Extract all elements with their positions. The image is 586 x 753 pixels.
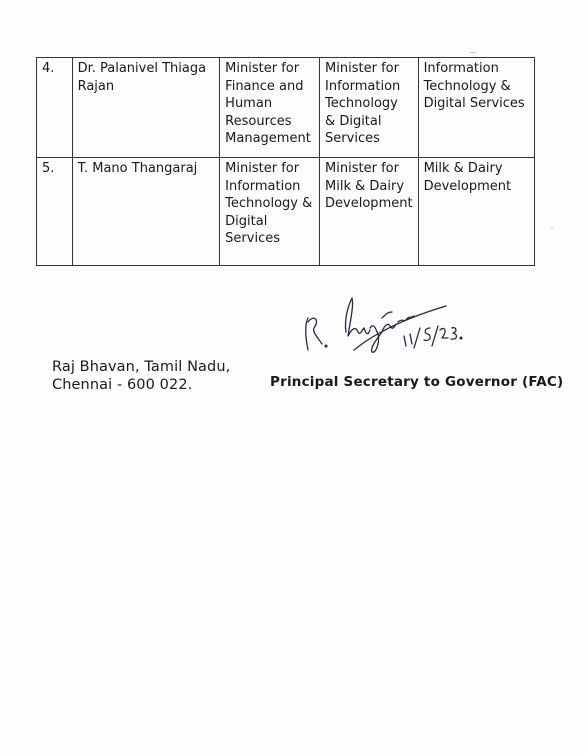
cell-line: Minister for [325,61,399,76]
cell-line: Minister for [225,61,300,76]
table-body [37,58,535,266]
cell-line: Development [325,196,413,211]
cell-line: Dr. Palanivel Thiaga [77,61,207,76]
cell-name [72,58,220,158]
ministers-table [36,57,535,266]
scan-speck [551,228,553,229]
handwritten-signature [296,292,466,366]
cell-line: Rajan [77,78,115,94]
cell-line: Finance and [225,78,304,94]
cell-department [418,158,534,266]
cell-line: Human [225,96,273,111]
cell-line: Services [225,231,280,246]
cell-line: Development [423,178,512,194]
cell-line: 5. [42,161,55,176]
cell-line: Milk & Dairy [423,161,503,176]
cell-line: Digital [225,213,268,229]
cell-line: T. Mano Thangaraj [77,161,198,176]
table-row [37,158,535,266]
cell-old-portfolio [220,58,320,158]
cell-name [72,158,220,266]
address-line-2: Chennai - 600 022. [52,377,193,393]
cell-old-portfolio [220,158,320,266]
cell-line: 4. [42,61,55,76]
cell-line: Digital Services [423,96,525,111]
cell-line: Management [225,131,311,146]
cell-line: Technology & [225,196,313,211]
cell-line: Technology [325,96,398,111]
cell-line: Information [423,61,499,76]
cell-line: Resources [225,113,292,129]
cell-line: Technology & [423,78,511,94]
cell-new-portfolio [320,58,419,158]
cell-number [37,58,73,158]
signatory-title: Principal Secretary to Governor (FAC) [270,374,564,390]
cell-line: Information [325,78,401,94]
cell-line: & Digital [325,113,382,129]
cell-line: Services [325,131,380,146]
cell-new-portfolio [320,158,419,266]
cell-line: Minister for [325,161,399,176]
address-block [52,358,230,394]
cell-number [37,158,73,266]
scan-speck [470,52,476,53]
cell-line: Information [225,178,301,194]
cell-line: Minister for [225,161,300,176]
address-line-1: Raj Bhavan, Tamil Nadu, [52,359,231,375]
table-row [37,58,535,158]
cell-department [418,58,534,158]
cell-line: Milk & Dairy [325,178,405,194]
